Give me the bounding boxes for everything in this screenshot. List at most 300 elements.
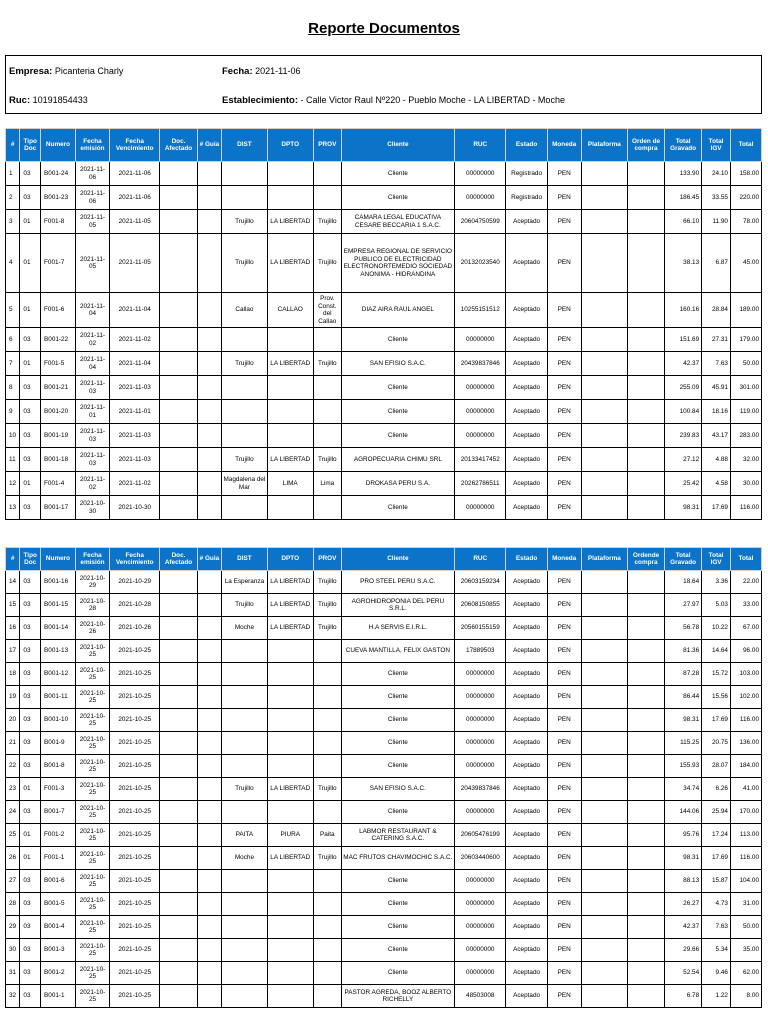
table-row bbox=[6, 496, 762, 520]
table-cell: 20132023540 bbox=[455, 234, 506, 293]
column-header: Total Gravado bbox=[665, 548, 702, 571]
table-cell: 2021-10-25 bbox=[76, 893, 110, 916]
table-cell: 151.69 bbox=[665, 328, 702, 352]
table-cell: Cliente bbox=[341, 663, 454, 686]
table-cell bbox=[581, 594, 627, 617]
table-cell: PEN bbox=[547, 640, 581, 663]
table-cell: Aceptado bbox=[506, 663, 547, 686]
table-cell bbox=[222, 376, 267, 400]
table-cell: 7.63 bbox=[702, 352, 731, 376]
table-cell: PEN bbox=[547, 824, 581, 847]
table-cell: 00000000 bbox=[455, 801, 506, 824]
table-cell: 03 bbox=[20, 424, 41, 448]
table-cell bbox=[160, 352, 197, 376]
table-cell bbox=[628, 400, 665, 424]
table-cell: 03 bbox=[20, 496, 41, 520]
table-cell: 45.00 bbox=[730, 234, 761, 293]
table-cell: 2021-10-25 bbox=[76, 732, 110, 755]
table-cell: B001-14 bbox=[41, 617, 76, 640]
column-header: Fecha emisión bbox=[76, 548, 110, 571]
table-cell: 20608150855 bbox=[455, 594, 506, 617]
table-cell: 25 bbox=[6, 824, 20, 847]
table-cell: 2021-10-25 bbox=[110, 824, 160, 847]
table-cell bbox=[222, 686, 267, 709]
table-cell: 2021-10-30 bbox=[76, 496, 110, 520]
table-cell: 2021-11-03 bbox=[76, 376, 110, 400]
table-cell bbox=[197, 376, 222, 400]
table-cell: B001-12 bbox=[41, 663, 76, 686]
table-cell: Aceptado bbox=[506, 686, 547, 709]
table-cell: 6.26 bbox=[702, 778, 731, 801]
table-cell bbox=[313, 424, 341, 448]
table-cell: 2021-11-03 bbox=[76, 448, 110, 472]
table-cell: PAITA bbox=[222, 824, 267, 847]
table-cell bbox=[197, 893, 222, 916]
table-cell bbox=[222, 709, 267, 732]
table-cell: 2021-10-25 bbox=[76, 686, 110, 709]
table-cell: 160.16 bbox=[665, 293, 702, 328]
table-cell: 19 bbox=[6, 686, 20, 709]
table-cell: 2021-11-01 bbox=[76, 400, 110, 424]
table-cell bbox=[267, 709, 313, 732]
table-cell: Aceptado bbox=[506, 778, 547, 801]
ruc-info bbox=[9, 95, 88, 106]
table-cell: B001-10 bbox=[41, 709, 76, 732]
table-cell: 2021-11-02 bbox=[110, 472, 160, 496]
table-row bbox=[6, 939, 762, 962]
table-cell: Trujillo bbox=[222, 210, 267, 234]
table-1-header-row bbox=[6, 129, 762, 162]
table-cell: 14 bbox=[6, 571, 20, 594]
table-row bbox=[6, 870, 762, 893]
table-cell bbox=[313, 916, 341, 939]
table-cell bbox=[197, 594, 222, 617]
column-header: RUC bbox=[455, 129, 506, 162]
table-cell: H.A SERVIS E.I.R.L. bbox=[341, 617, 454, 640]
table-cell: B001-23 bbox=[41, 186, 76, 210]
table-cell: LA LIBERTAD bbox=[267, 234, 313, 293]
table-cell: Aceptado bbox=[506, 847, 547, 870]
column-header: DIST bbox=[222, 129, 267, 162]
table-cell: Cliente bbox=[341, 801, 454, 824]
table-cell: Cliente bbox=[341, 686, 454, 709]
table-cell: 18 bbox=[6, 663, 20, 686]
table-cell: 01 bbox=[20, 847, 41, 870]
table-cell: 11 bbox=[6, 448, 20, 472]
table-cell: 00000000 bbox=[455, 328, 506, 352]
table-cell bbox=[160, 617, 197, 640]
table-cell bbox=[628, 617, 665, 640]
table-cell: PEN bbox=[547, 186, 581, 210]
table-cell bbox=[222, 424, 267, 448]
table-cell: 20439837846 bbox=[455, 778, 506, 801]
table-cell bbox=[628, 424, 665, 448]
table-cell: 01 bbox=[20, 778, 41, 801]
table-cell: PEN bbox=[547, 594, 581, 617]
table-cell bbox=[581, 472, 627, 496]
table-cell: 2021-10-25 bbox=[76, 801, 110, 824]
table-cell bbox=[197, 640, 222, 663]
table-cell: 95.76 bbox=[665, 824, 702, 847]
table-cell bbox=[581, 893, 627, 916]
table-cell: Aceptado bbox=[506, 916, 547, 939]
table-cell: F001-2 bbox=[41, 824, 76, 847]
table-cell: 2021-11-04 bbox=[110, 293, 160, 328]
table-cell bbox=[160, 709, 197, 732]
table-cell bbox=[267, 755, 313, 778]
table-cell: 2021-10-25 bbox=[110, 801, 160, 824]
table-cell: Aceptado bbox=[506, 801, 547, 824]
table-cell: 03 bbox=[20, 448, 41, 472]
table-cell: 2021-11-02 bbox=[76, 328, 110, 352]
table-cell: 144.06 bbox=[665, 801, 702, 824]
fecha-value: 2021-11-06 bbox=[255, 66, 301, 76]
table-cell bbox=[222, 186, 267, 210]
table-cell: B001-13 bbox=[41, 640, 76, 663]
table-cell bbox=[197, 709, 222, 732]
table-cell bbox=[628, 293, 665, 328]
table-cell bbox=[197, 847, 222, 870]
table-cell: PEN bbox=[547, 162, 581, 186]
table-cell bbox=[313, 640, 341, 663]
table-cell: 17.69 bbox=[702, 496, 731, 520]
table-row bbox=[6, 617, 762, 640]
table-cell: PEN bbox=[547, 617, 581, 640]
table-cell: 12 bbox=[6, 472, 20, 496]
table-cell bbox=[628, 962, 665, 985]
table-cell: Aceptado bbox=[506, 424, 547, 448]
column-header: # bbox=[6, 129, 20, 162]
table-cell: Trujillo bbox=[313, 778, 341, 801]
table-cell: 9 bbox=[6, 400, 20, 424]
table-cell: Cliente bbox=[341, 162, 454, 186]
table-cell: Aceptado bbox=[506, 870, 547, 893]
table-cell: 133.90 bbox=[665, 162, 702, 186]
table-cell: Aceptado bbox=[506, 824, 547, 847]
table-cell: 01 bbox=[20, 472, 41, 496]
table-cell: Trujillo bbox=[222, 594, 267, 617]
column-header: Doc. Afectado bbox=[160, 129, 197, 162]
table-cell: Aceptado bbox=[506, 640, 547, 663]
table-cell: PEN bbox=[547, 210, 581, 234]
table-cell: 2021-10-26 bbox=[76, 617, 110, 640]
table-cell: 2021-10-25 bbox=[76, 824, 110, 847]
table-cell bbox=[581, 496, 627, 520]
table-cell: B001-22 bbox=[41, 328, 76, 352]
report-title: Reporte Documentos bbox=[308, 20, 460, 37]
table-cell: 2021-11-05 bbox=[110, 210, 160, 234]
table-cell: 15.56 bbox=[702, 686, 731, 709]
table-cell bbox=[222, 162, 267, 186]
table-cell: 2021-10-25 bbox=[110, 778, 160, 801]
table-cell: 4.58 bbox=[702, 472, 731, 496]
table-cell: PEN bbox=[547, 571, 581, 594]
table-cell bbox=[581, 985, 627, 1008]
table-cell: 158.00 bbox=[730, 162, 761, 186]
table-cell bbox=[197, 352, 222, 376]
table-cell: 189.00 bbox=[730, 293, 761, 328]
table-cell: 03 bbox=[20, 400, 41, 424]
establecimiento-value: - Calle Victor Raul Nº220 - Pueblo Moche - LA LIBERTAD - Moche bbox=[300, 95, 565, 105]
table-cell: 2021-11-03 bbox=[76, 424, 110, 448]
table-cell: Aceptado bbox=[506, 376, 547, 400]
table-cell: Aceptado bbox=[506, 210, 547, 234]
table-cell: 03 bbox=[20, 162, 41, 186]
table-cell: 2021-10-25 bbox=[110, 939, 160, 962]
table-cell: 00000000 bbox=[455, 663, 506, 686]
table-cell bbox=[267, 640, 313, 663]
table-cell: F001-3 bbox=[41, 778, 76, 801]
table-cell: 00000000 bbox=[455, 496, 506, 520]
table-cell: 50.00 bbox=[730, 916, 761, 939]
table-cell: 00000000 bbox=[455, 732, 506, 755]
table-cell: 34.74 bbox=[665, 778, 702, 801]
table-cell bbox=[197, 448, 222, 472]
table-cell: PEN bbox=[547, 732, 581, 755]
table-cell: 00000000 bbox=[455, 939, 506, 962]
table-cell: B001-7 bbox=[41, 801, 76, 824]
table-cell: 32.00 bbox=[730, 448, 761, 472]
table-cell bbox=[628, 472, 665, 496]
table-cell: 10 bbox=[6, 424, 20, 448]
table-cell bbox=[313, 663, 341, 686]
column-header: Numero bbox=[41, 548, 76, 571]
table-cell: Aceptado bbox=[506, 709, 547, 732]
column-header: Plataforma bbox=[581, 548, 627, 571]
table-cell: 27 bbox=[6, 870, 20, 893]
column-header: PROV bbox=[313, 548, 341, 571]
table-cell bbox=[160, 640, 197, 663]
ruc-label: Ruc: bbox=[9, 95, 31, 106]
table-cell: 2021-10-25 bbox=[110, 893, 160, 916]
table-cell: Moche bbox=[222, 617, 267, 640]
table-cell: CAMARA LEGAL EDUCATIVA CESARE BECCARIA 1 S.A.C. bbox=[341, 210, 454, 234]
table-cell: 50.00 bbox=[730, 352, 761, 376]
table-cell: 10255151512 bbox=[455, 293, 506, 328]
table-cell: LABMOR RESTAURANT & CATERING S.A.C. bbox=[341, 824, 454, 847]
table-cell: 255.09 bbox=[665, 376, 702, 400]
table-cell bbox=[160, 916, 197, 939]
table-cell: B001-17 bbox=[41, 496, 76, 520]
empresa-info bbox=[9, 66, 123, 77]
table-cell bbox=[581, 709, 627, 732]
table-cell bbox=[267, 686, 313, 709]
table-cell: 2021-10-28 bbox=[110, 594, 160, 617]
table-cell: Cliente bbox=[341, 893, 454, 916]
table-cell bbox=[581, 162, 627, 186]
table-cell bbox=[581, 400, 627, 424]
table-cell: 20.75 bbox=[702, 732, 731, 755]
table-cell bbox=[160, 472, 197, 496]
table-cell: B001-1 bbox=[41, 985, 76, 1008]
column-header: Tipo Doc bbox=[20, 548, 41, 571]
table-cell bbox=[160, 328, 197, 352]
table-cell: 14.64 bbox=[702, 640, 731, 663]
column-header: Total IGV bbox=[702, 548, 731, 571]
table-cell: 2021-11-01 bbox=[110, 400, 160, 424]
table-cell: 03 bbox=[20, 985, 41, 1008]
establecimiento-label: Establecimiento: bbox=[222, 95, 299, 106]
table-cell: PEN bbox=[547, 939, 581, 962]
table-cell: PEN bbox=[547, 234, 581, 293]
table-cell: Trujillo bbox=[222, 778, 267, 801]
table-row bbox=[6, 709, 762, 732]
table-cell: PEN bbox=[547, 496, 581, 520]
table-cell: 03 bbox=[20, 709, 41, 732]
table-cell: 67.00 bbox=[730, 617, 761, 640]
table-cell bbox=[197, 663, 222, 686]
table-cell bbox=[581, 939, 627, 962]
table-cell bbox=[313, 376, 341, 400]
table-row bbox=[6, 962, 762, 985]
column-header: Plataforma bbox=[581, 129, 627, 162]
table-cell bbox=[628, 496, 665, 520]
table-cell bbox=[222, 496, 267, 520]
table-cell: CALLAO bbox=[267, 293, 313, 328]
table-cell: 7 bbox=[6, 352, 20, 376]
table-cell: 88.13 bbox=[665, 870, 702, 893]
table-cell: 43.17 bbox=[702, 424, 731, 448]
table-cell: 2021-10-28 bbox=[76, 594, 110, 617]
table-cell: 24.10 bbox=[702, 162, 731, 186]
column-header: # Guia bbox=[197, 129, 222, 162]
column-header: PROV bbox=[313, 129, 341, 162]
table-cell: 52.54 bbox=[665, 962, 702, 985]
table-cell: 2021-10-25 bbox=[76, 709, 110, 732]
table-cell: B001-21 bbox=[41, 376, 76, 400]
table-cell bbox=[628, 162, 665, 186]
table-cell: 29.66 bbox=[665, 939, 702, 962]
table-cell: Aceptado bbox=[506, 985, 547, 1008]
table-cell: 23 bbox=[6, 778, 20, 801]
table-cell: 29 bbox=[6, 916, 20, 939]
table-cell: 7.63 bbox=[702, 916, 731, 939]
table-cell bbox=[581, 916, 627, 939]
table-row bbox=[6, 594, 762, 617]
table-cell bbox=[197, 617, 222, 640]
table-cell: 2021-10-25 bbox=[76, 962, 110, 985]
table-cell: B001-15 bbox=[41, 594, 76, 617]
table-cell: 24 bbox=[6, 801, 20, 824]
table-cell bbox=[197, 778, 222, 801]
table-cell bbox=[197, 234, 222, 293]
table-row bbox=[6, 293, 762, 328]
table-cell: LIMA bbox=[267, 472, 313, 496]
table-cell: 03 bbox=[20, 732, 41, 755]
table-cell: Aceptado bbox=[506, 617, 547, 640]
table-cell: 18.16 bbox=[702, 400, 731, 424]
table-cell bbox=[160, 663, 197, 686]
column-header: Cliente bbox=[341, 548, 454, 571]
table-cell: PEN bbox=[547, 472, 581, 496]
table-cell: 56.78 bbox=[665, 617, 702, 640]
table-cell: 2021-11-03 bbox=[110, 448, 160, 472]
table-cell bbox=[628, 328, 665, 352]
table-cell bbox=[197, 210, 222, 234]
table-cell: 31.00 bbox=[730, 893, 761, 916]
table-row bbox=[6, 186, 762, 210]
table-cell bbox=[267, 162, 313, 186]
table-cell: PEN bbox=[547, 847, 581, 870]
table-cell: Cliente bbox=[341, 376, 454, 400]
table-cell: Cliente bbox=[341, 709, 454, 732]
table-cell: 20439837846 bbox=[455, 352, 506, 376]
column-header: Fecha emisión bbox=[76, 129, 110, 162]
table-row bbox=[6, 755, 762, 778]
table-cell bbox=[160, 686, 197, 709]
table-cell bbox=[160, 376, 197, 400]
table-cell: 98.31 bbox=[665, 847, 702, 870]
table-cell bbox=[628, 571, 665, 594]
table-cell bbox=[197, 424, 222, 448]
table-cell: 20 bbox=[6, 709, 20, 732]
table-cell: 41.00 bbox=[730, 778, 761, 801]
table-cell: LA LIBERTAD bbox=[267, 352, 313, 376]
table-cell bbox=[581, 571, 627, 594]
table-cell: 170.00 bbox=[730, 801, 761, 824]
table-cell: 2021-10-25 bbox=[110, 732, 160, 755]
table-cell bbox=[160, 210, 197, 234]
table-cell: 113.00 bbox=[730, 824, 761, 847]
column-header: Doc. Afectado bbox=[160, 548, 197, 571]
table-cell: 28.84 bbox=[702, 293, 731, 328]
table-cell: 42.37 bbox=[665, 352, 702, 376]
table-cell: 2021-10-25 bbox=[76, 640, 110, 663]
table-cell: 2021-10-25 bbox=[76, 916, 110, 939]
table-cell bbox=[313, 732, 341, 755]
table-cell: 15.72 bbox=[702, 663, 731, 686]
column-header: Total bbox=[730, 548, 761, 571]
table-cell: 116.00 bbox=[730, 847, 761, 870]
table-cell: EMPRESA REGIONAL DE SERVICIO PUBLICO DE ELECTRICIDAD ELECTRONORTEMEDIO SOCIEDAD ANONIMA - HIDRANDINA bbox=[341, 234, 454, 293]
table-cell bbox=[628, 376, 665, 400]
table-cell: 2021-10-25 bbox=[110, 663, 160, 686]
table-cell bbox=[160, 985, 197, 1008]
table-cell bbox=[628, 801, 665, 824]
table-cell: Aceptado bbox=[506, 448, 547, 472]
table-cell: 01 bbox=[20, 352, 41, 376]
table-cell: 17.69 bbox=[702, 847, 731, 870]
table-cell bbox=[160, 186, 197, 210]
table-cell: PEN bbox=[547, 709, 581, 732]
table-cell bbox=[197, 801, 222, 824]
table-cell: PEN bbox=[547, 293, 581, 328]
table-row bbox=[6, 916, 762, 939]
table-cell: 03 bbox=[20, 686, 41, 709]
table-cell: 98.31 bbox=[665, 709, 702, 732]
table-cell bbox=[267, 186, 313, 210]
table-cell bbox=[222, 870, 267, 893]
table-cell bbox=[197, 496, 222, 520]
column-header: Total bbox=[730, 129, 761, 162]
table-cell bbox=[313, 939, 341, 962]
table-cell bbox=[628, 663, 665, 686]
column-header: Fecha Vencimiento bbox=[110, 129, 160, 162]
table-cell: 2021-11-06 bbox=[76, 162, 110, 186]
table-row bbox=[6, 472, 762, 496]
table-cell: 220.00 bbox=[730, 186, 761, 210]
table-cell: 2021-10-30 bbox=[110, 496, 160, 520]
table-cell: 11.90 bbox=[702, 210, 731, 234]
table-cell: F001-1 bbox=[41, 847, 76, 870]
table-cell bbox=[222, 732, 267, 755]
table-cell: 2021-10-25 bbox=[76, 939, 110, 962]
table-cell bbox=[160, 424, 197, 448]
table-cell: B001-19 bbox=[41, 424, 76, 448]
table-cell bbox=[628, 939, 665, 962]
table-cell: B001-6 bbox=[41, 870, 76, 893]
table-cell bbox=[267, 328, 313, 352]
